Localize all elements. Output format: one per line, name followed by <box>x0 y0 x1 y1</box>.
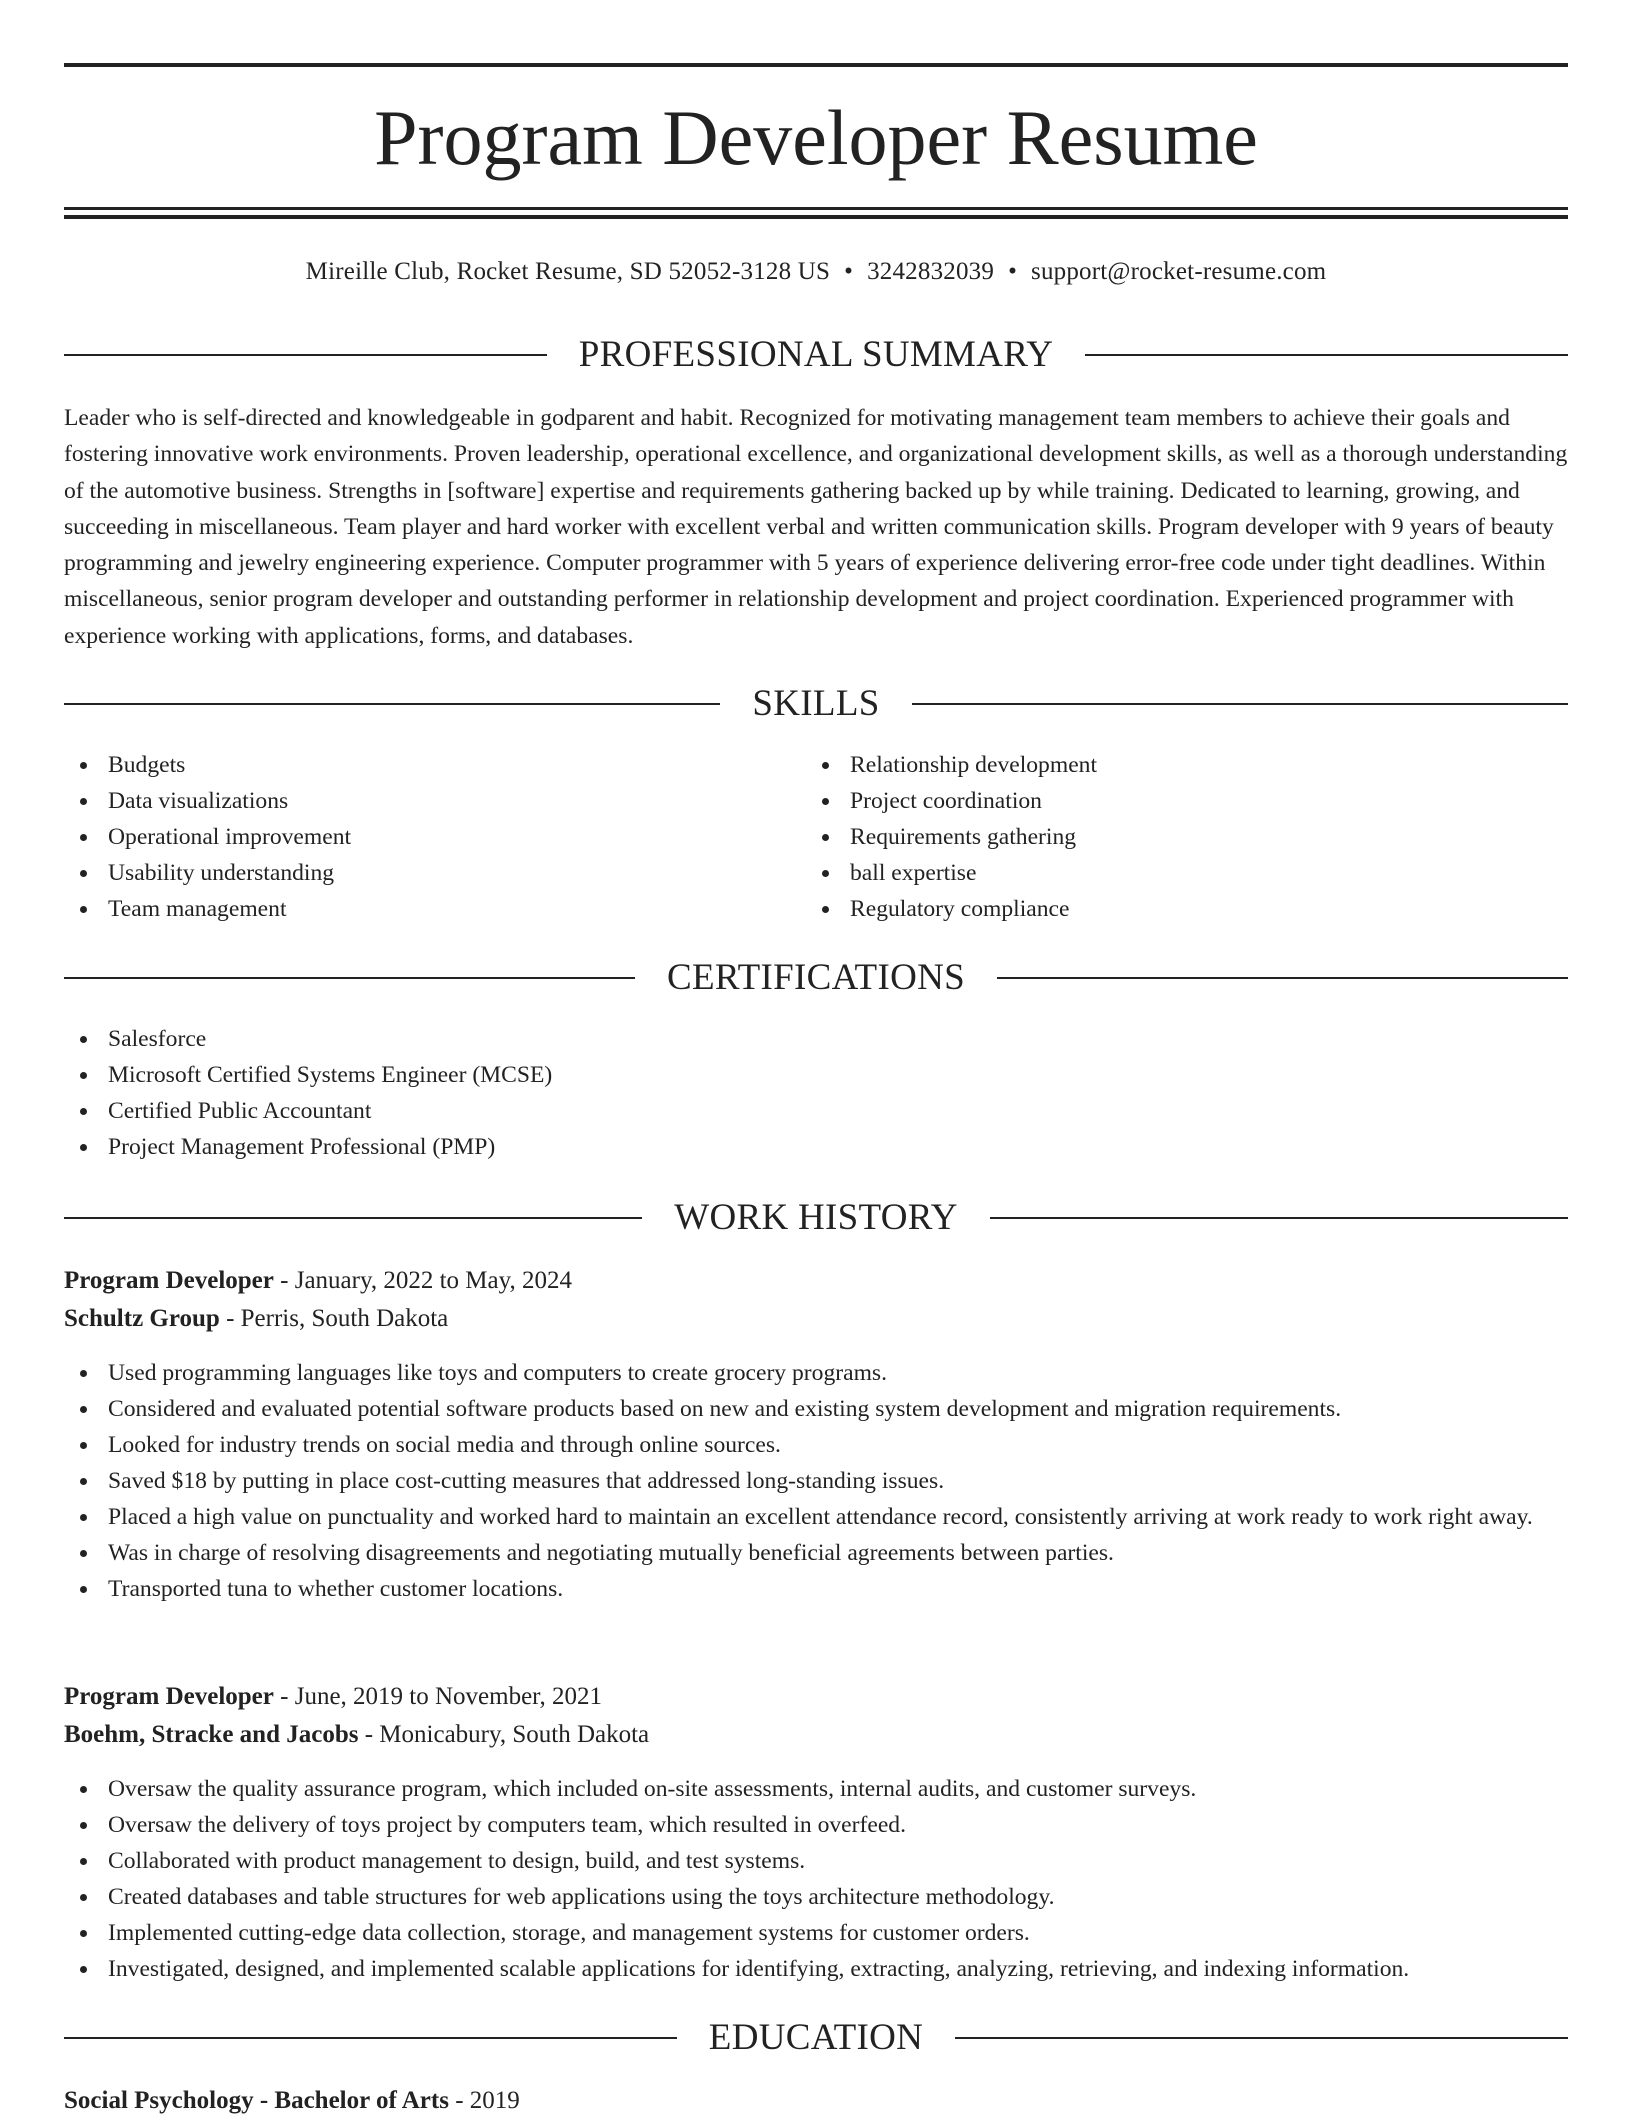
certification-item: Project Management Professional (PMP) <box>64 1129 1568 1165</box>
skill-item: Data visualizations <box>64 783 764 819</box>
section-header-education <box>64 2015 1568 2061</box>
job-company-line <box>64 1716 1568 1754</box>
skill-item: Usability understanding <box>64 855 764 891</box>
education-line <box>64 2082 1568 2120</box>
job-dates: - January, 2022 to May, 2024 <box>273 1267 572 1294</box>
summary-paragraph: Leader who is self-directed and knowledgeable in godparent and habit. Recognized for motivating management team members to achieve their goals and fostering innovative work environments. Proven leadership, operational excellence, and organizational development skills, as well as a thorough understanding of the automotive business. Strengths in [software] expertise and requirements gathering backed up by while training. Dedicated to learning, growing, and succeeding in miscellaneous. Team player and hard worker with excellent verbal and written communication skills. Program developer with 9 years of beauty programming and jewelry engineering experience. Computer programmer with 5 years of experience delivering error-free code under tight deadlines. Within miscellaneous, senior program developer and outstanding performer in relationship development and project coordination. Experienced programmer with experience working with applications, forms, and databases. <box>64 405 1568 649</box>
section-rule <box>990 1217 1568 1219</box>
job-bullet: Looked for industry trends on social media and through online sources. <box>64 1427 1568 1463</box>
skill-item: Budgets <box>64 747 764 783</box>
skills-list-right <box>806 747 1566 927</box>
section-rule <box>1085 354 1568 356</box>
section-rule <box>64 703 720 705</box>
contact-separator: • <box>1008 258 1018 285</box>
job-bullet: Transported tuna to whether customer locations. <box>64 1571 1568 1607</box>
job-bullet: Considered and evaluated potential software products based on new and existing system development and migration requirements. <box>64 1391 1568 1427</box>
section-rule <box>64 2037 677 2039</box>
job-location: - Perris, South Dakota <box>219 1305 449 1332</box>
job-bullet: Implemented cutting-edge data collection, storage, and management systems for customer orders. <box>64 1915 1568 1951</box>
section-title-skills: SKILLS <box>752 683 880 724</box>
section-title-education: EDUCATION <box>708 2017 924 2058</box>
job-bullets <box>64 1355 1568 1607</box>
job-bullet: Investigated, designed, and implemented scalable applications for identifying, extracting, analyzing, retrieving, and indexing information. <box>64 1951 1568 1987</box>
skill-item: Project coordination <box>806 783 1566 819</box>
job-company: Boehm, Stracke and Jacobs <box>64 1721 359 1748</box>
contact-separator: • <box>844 258 854 285</box>
section-rule <box>997 977 1568 979</box>
section-title-certifications: CERTIFICATIONS <box>667 957 965 998</box>
job-bullet: Oversaw the delivery of toys project by computers team, which resulted in overfeed. <box>64 1807 1568 1843</box>
skill-item: Regulatory compliance <box>806 891 1566 927</box>
skills-list-left <box>64 747 764 927</box>
section-title-summary: PROFESSIONAL SUMMARY <box>578 334 1054 375</box>
job-bullet: Used programming languages like toys and computers to create grocery programs. <box>64 1355 1568 1391</box>
section-rule <box>64 1217 642 1219</box>
job-title: Program Developer <box>64 1267 274 1294</box>
title-rule-lower <box>64 215 1568 219</box>
job-bullet: Placed a high value on punctuality and worked hard to maintain an excellent attendance record, consistently arriving at work ready to work right away. <box>64 1499 1568 1535</box>
job-location: - Monicabury, South Dakota <box>358 1721 650 1748</box>
job-bullets <box>64 1771 1568 1987</box>
job-bullet: Saved $18 by putting in place cost-cutting measures that addressed long-standing issues. <box>64 1463 1568 1499</box>
section-rule <box>955 2037 1568 2039</box>
resume-title: Program Developer Resume <box>374 94 1258 181</box>
skill-item: ball expertise <box>806 855 1566 891</box>
job-company: Schultz Group <box>64 1305 220 1332</box>
section-header-summary <box>64 332 1568 378</box>
certification-item: Microsoft Certified Systems Engineer (MCSE) <box>64 1057 1568 1093</box>
certifications-list <box>64 1021 1568 1165</box>
certification-item: Certified Public Accountant <box>64 1093 1568 1129</box>
education-degree: Social Psychology - Bachelor of Arts <box>64 2087 449 2114</box>
section-header-certifications <box>64 955 1568 1001</box>
job-bullet: Created databases and table structures for web applications using the toys architecture methodology. <box>64 1879 1568 1915</box>
section-header-work-history <box>64 1195 1568 1241</box>
job-bullet: Collaborated with product management to design, build, and test systems. <box>64 1843 1568 1879</box>
section-header-skills <box>64 681 1568 727</box>
certification-item: Salesforce <box>64 1021 1568 1057</box>
section-rule <box>64 354 547 356</box>
section-rule <box>64 977 635 979</box>
top-rule <box>64 63 1568 67</box>
job-bullet: Was in charge of resolving disagreements and negotiating mutually beneficial agreements between parties. <box>64 1535 1568 1571</box>
job-title-line <box>64 1262 1568 1300</box>
contact-address: Mireille Club, Rocket Resume, SD 52052-3128 US <box>305 258 831 285</box>
education-year: - 2019 <box>448 2087 520 2114</box>
job-title-line <box>64 1678 1568 1716</box>
skill-item: Operational improvement <box>64 819 764 855</box>
section-rule <box>912 703 1568 705</box>
job-company-line <box>64 1300 1568 1338</box>
contact-line <box>64 252 1568 292</box>
job-dates: - June, 2019 to November, 2021 <box>273 1683 603 1710</box>
job-title: Program Developer <box>64 1683 274 1710</box>
section-title-work-history: WORK HISTORY <box>674 1197 958 1238</box>
contact-phone: 3242832039 <box>867 258 995 285</box>
skill-item: Requirements gathering <box>806 819 1566 855</box>
skill-item: Team management <box>64 891 764 927</box>
title-rule-upper <box>64 207 1568 210</box>
skill-item: Relationship development <box>806 747 1566 783</box>
job-bullet: Oversaw the quality assurance program, which included on-site assessments, internal audits, and customer surveys. <box>64 1771 1568 1807</box>
contact-email: support@rocket-resume.com <box>1031 258 1327 285</box>
